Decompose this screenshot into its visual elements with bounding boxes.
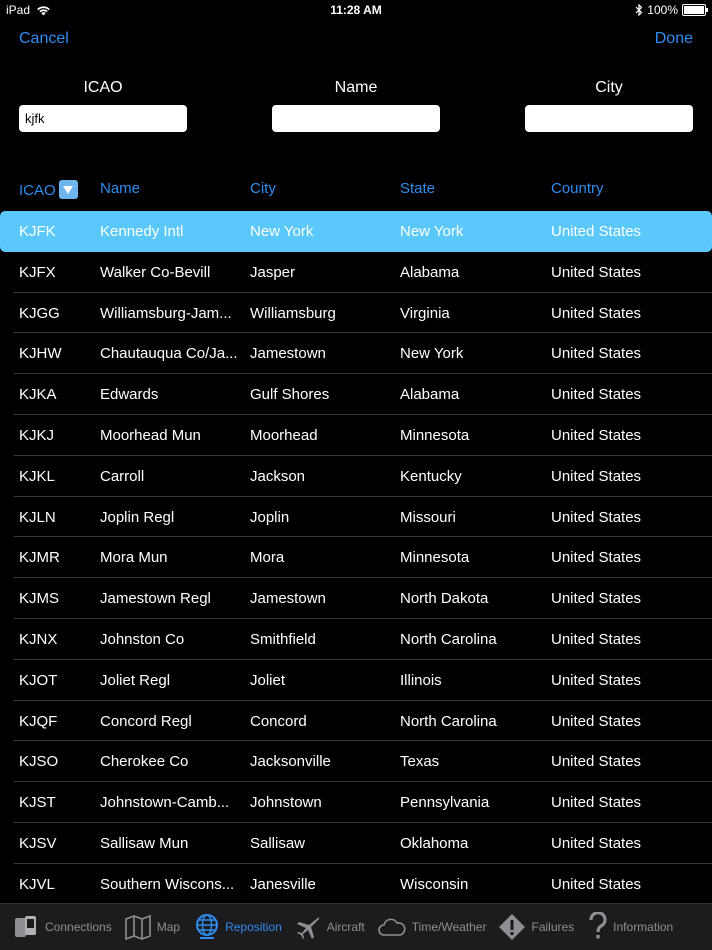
cell-state: Illinois [400,671,442,689]
battery-icon [682,4,706,16]
tab-connections-label: Connections [45,920,112,934]
status-bar [0,0,712,20]
table-row[interactable] [0,660,712,701]
airplane-icon [294,914,322,940]
cell-city: Joliet [250,671,286,689]
cell-state: North Carolina [400,630,497,648]
cell-icao: KJOT [19,671,58,689]
device-name: iPad [6,3,31,17]
table-row[interactable] [0,497,712,538]
cell-country: United States [551,590,642,608]
cell-state: Minnesota [400,549,470,567]
cell-city: Janesville [250,875,316,893]
table-row[interactable] [0,823,712,864]
table-row[interactable] [0,456,712,497]
name-search-input[interactable] [272,105,440,132]
cell-name: Moorhead Mun [100,426,201,444]
cell-city: New York [250,223,314,240]
cell-name: Concord Regl [100,712,192,730]
cell-name: Cherokee Co [100,753,189,771]
cell-icao: KJKL [19,467,55,485]
connections-icon [12,914,40,940]
table-row[interactable] [0,619,712,660]
city-label: City [595,79,623,96]
cell-icao: KJSV [19,834,57,852]
cell-state: North Carolina [400,712,497,730]
cell-country: United States [551,712,642,730]
cell-city: Concord [250,712,307,730]
cell-icao: KJFK [19,223,56,240]
cell-state: Kentucky [400,467,462,485]
cell-icao: KJKA [19,386,57,404]
cell-country: United States [551,386,642,404]
tab-failures[interactable] [498,904,574,950]
cell-city: Smithfield [250,630,316,648]
cell-state: Texas [400,753,440,771]
tab-connections[interactable] [12,904,112,950]
cell-country: United States [551,753,642,771]
cell-country: United States [551,304,642,322]
cell-state: New York [400,345,464,363]
bluetooth-icon [635,4,643,16]
cell-name: Walker Co-Bevill [100,263,211,281]
cell-icao: KJST [19,794,56,812]
cell-name: Mora Mun [100,549,168,567]
table-header [0,178,712,200]
column-header-icao[interactable] [19,180,78,199]
table-row[interactable] [0,578,712,619]
done-button[interactable]: Done [654,30,693,47]
table-row[interactable] [0,293,712,334]
cell-icao: KJNX [19,630,58,648]
table-row[interactable] [0,701,712,742]
column-header-icao-label: ICAO [19,182,56,199]
tab-map-label: Map [156,920,181,934]
cell-city: Gulf Shores [250,386,330,404]
table-row[interactable] [0,741,712,782]
map-icon [124,914,152,940]
cell-state: Pennsylvania [400,794,490,812]
cell-country: United States [551,223,642,240]
tab-aircraft[interactable] [294,904,365,950]
icao-search-input[interactable] [19,105,187,132]
tab-map[interactable] [124,904,180,950]
table-row[interactable] [0,415,712,456]
tab-bar [0,903,712,950]
cell-icao: KJQF [19,712,58,730]
cell-state: Alabama [400,263,460,281]
globe-icon [194,913,220,941]
cell-icao: KJVL [19,875,55,893]
cell-city: Johnstown [250,794,322,812]
airport-table [0,211,712,905]
table-row[interactable] [0,537,712,578]
tab-information-label: Information [613,920,674,934]
cell-name: Johnston Co [100,630,185,648]
cell-name: Johnstown-Camb... [100,794,230,812]
cell-country: United States [551,630,642,648]
tab-failures-label: Failures [531,920,575,934]
cell-icao: KJFX [19,263,56,281]
cell-country: United States [551,549,642,567]
cell-icao: KJLN [19,508,56,526]
cell-state: Wisconsin [400,875,469,893]
icao-label: ICAO [83,79,123,96]
cell-country: United States [551,467,642,485]
status-time: 11:28 AM [330,3,382,17]
cell-state: Oklahoma [400,834,469,852]
column-header-name[interactable]: Name [100,180,141,197]
cell-name: Jamestown Regl [100,590,211,608]
cell-city: Jamestown [250,345,326,363]
cell-icao: KJKJ [19,426,55,444]
cell-name: Joliet Regl [100,671,171,689]
cell-state: Missouri [400,508,456,526]
column-header-state[interactable]: State [400,180,436,197]
cell-city: Sallisaw [250,834,306,852]
table-row[interactable] [0,782,712,823]
table-row[interactable] [0,333,712,374]
table-row[interactable] [0,252,712,293]
cell-icao: KJMR [19,549,60,567]
cell-city: Williamsburg [250,304,336,322]
cell-name: Chautauqua Co/Ja... [100,345,238,363]
cell-state: Minnesota [400,426,470,444]
tab-reposition-label: Reposition [225,920,282,934]
table-row[interactable] [0,211,712,252]
cloud-icon [377,916,407,938]
cell-icao: KJMS [19,590,60,608]
tab-reposition[interactable] [194,904,282,950]
battery-percent: 100% [647,3,678,17]
tab-information[interactable] [588,904,673,950]
table-row[interactable] [0,374,712,415]
cell-country: United States [551,834,642,852]
cell-state: New York [400,223,464,240]
status-right [635,3,706,17]
cell-name: Williamsburg-Jam... [100,304,232,322]
cell-city: Jasper [250,263,296,281]
warning-icon [498,913,526,941]
cell-country: United States [551,671,642,689]
tab-time-weather[interactable] [377,904,487,950]
sort-descending-icon[interactable] [59,180,78,199]
cell-name: Kennedy Intl [100,223,184,240]
cell-icao: KJSO [19,753,59,771]
cell-country: United States [551,263,642,281]
cell-country: United States [551,345,642,363]
city-search-input[interactable] [525,105,693,132]
cell-country: United States [551,426,642,444]
cell-city: Mora [250,549,285,567]
cell-name: Carroll [100,467,145,485]
cell-city: Joplin [250,508,290,526]
cell-country: United States [551,875,642,893]
cell-state: Virginia [400,304,450,322]
cell-country: United States [551,794,642,812]
cell-city: Jackson [250,467,306,485]
cell-city: Moorhead [250,426,318,444]
table-row[interactable] [0,864,712,905]
cell-name: Edwards [100,386,159,404]
cancel-button[interactable]: Cancel [19,30,69,47]
cell-name: Sallisaw Mun [100,834,189,852]
cell-city: Jamestown [250,590,326,608]
tab-aircraft-label: Aircraft [326,920,365,934]
name-label: Name [334,79,378,96]
cell-name: Joplin Regl [100,508,175,526]
cell-state: North Dakota [400,590,489,608]
cell-city: Jacksonville [250,753,331,771]
tab-time-weather-label: Time/Weather [411,920,487,934]
cell-icao: KJHW [19,345,62,363]
cell-state: Alabama [400,386,460,404]
cell-country: United States [551,508,642,526]
question-icon [588,912,608,942]
cell-name: Southern Wiscons... [100,875,235,893]
cell-icao: KJGG [19,304,60,322]
column-header-city[interactable]: City [250,180,276,197]
column-header-country[interactable]: Country [551,180,604,197]
